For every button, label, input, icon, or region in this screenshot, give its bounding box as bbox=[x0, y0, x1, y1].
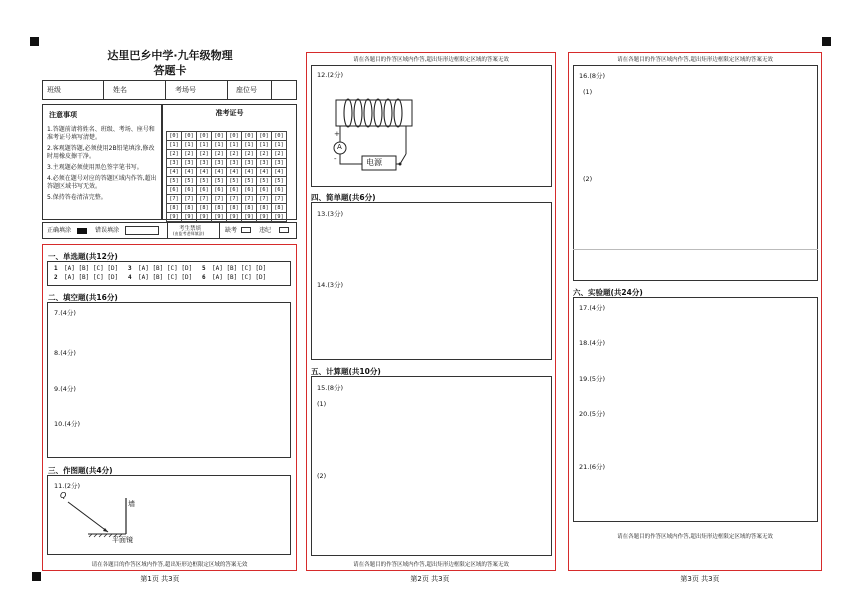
admission-digit-bubble[interactable]: [7] bbox=[197, 195, 212, 204]
mc-question-number: 3 bbox=[128, 265, 132, 272]
missing-label: 缺考 bbox=[225, 227, 238, 234]
mc-options[interactable]: [A] [B] [C] [D] bbox=[138, 265, 193, 272]
short-answer-box[interactable] bbox=[311, 202, 552, 360]
admission-digit-bubble[interactable]: [4] bbox=[212, 168, 227, 177]
name-label: 姓名 bbox=[113, 86, 127, 94]
admission-digit-bubble[interactable]: [1] bbox=[272, 141, 287, 150]
admission-digit-bubble[interactable]: [3] bbox=[242, 159, 257, 168]
admission-digit-bubble[interactable]: [8] bbox=[272, 204, 287, 213]
mc-options[interactable]: [A] [B] [C] [D] bbox=[138, 274, 193, 281]
notes-title: 注意事项 bbox=[49, 111, 77, 119]
note-item: 4.必须在题号对应的答题区域内作答,超出答题区域书写无效。 bbox=[47, 175, 157, 190]
admission-digit-bubble[interactable]: [7] bbox=[227, 195, 242, 204]
q11-wall-label: 墙 bbox=[128, 500, 135, 508]
admission-digit-bubble[interactable]: [6] bbox=[182, 186, 197, 195]
page1-label: 第1页 共3页 bbox=[140, 575, 180, 583]
admission-title: 准考证号 bbox=[215, 109, 244, 117]
admission-digit-bubble[interactable]: [3] bbox=[197, 159, 212, 168]
q11-label: 11.(2分) bbox=[54, 482, 81, 490]
admission-digit-bubble[interactable]: [1] bbox=[167, 141, 182, 150]
q15-label: 15.(8分) bbox=[317, 384, 344, 392]
q9-label: 9.(4分) bbox=[54, 385, 76, 393]
q11-point-label: Q bbox=[60, 491, 67, 500]
page2-top-warning: 请在各题目的作答区域内作答,超出矩形边框限定区域的答案无效 bbox=[353, 57, 509, 63]
ammeter-label: A bbox=[337, 143, 342, 151]
admission-digit-bubble[interactable]: [4] bbox=[227, 168, 242, 177]
admission-digit-bubble[interactable]: [0] bbox=[227, 132, 242, 141]
mc-options[interactable]: [A] [B] [C] [D] bbox=[212, 274, 267, 281]
q15-part1: (1) bbox=[317, 400, 327, 408]
registration-mark-top-right bbox=[822, 37, 831, 46]
q16-part1: (1) bbox=[583, 88, 593, 96]
admission-digit-bubble[interactable]: [3] bbox=[272, 159, 287, 168]
section3-title: 三、作图题(共4分) bbox=[48, 466, 113, 475]
mc-options[interactable]: [A] [B] [C] [D] bbox=[64, 265, 119, 272]
correct-fill-label: 正确填涂 bbox=[47, 227, 72, 234]
admission-digit-bubble[interactable]: [5] bbox=[257, 177, 272, 186]
mc-question-number: 4 bbox=[128, 274, 132, 281]
absent-label: 考生禁填 bbox=[179, 226, 202, 232]
admission-digit-bubble[interactable]: [6] bbox=[227, 186, 242, 195]
q14-label: 14.(3分) bbox=[317, 281, 344, 289]
admission-number-box bbox=[162, 104, 297, 220]
admission-digit-bubble[interactable]: [7] bbox=[257, 195, 272, 204]
admission-digit-bubble[interactable]: [1] bbox=[197, 141, 212, 150]
admission-digit-bubble[interactable]: [2] bbox=[212, 150, 227, 159]
admission-digit-bubble[interactable]: [9] bbox=[182, 213, 197, 222]
admission-digit-bubble[interactable]: [6] bbox=[242, 186, 257, 195]
admission-digit-bubble[interactable]: [7] bbox=[167, 195, 182, 204]
mc-question-number: 5 bbox=[202, 265, 206, 272]
admission-digit-bubble[interactable]: [6] bbox=[212, 186, 227, 195]
admission-digit-bubble[interactable]: [8] bbox=[212, 204, 227, 213]
card-title: 答题卡 bbox=[153, 64, 187, 77]
admission-digit-bubble[interactable]: [1] bbox=[242, 141, 257, 150]
admission-digit-bubble[interactable]: [1] bbox=[227, 141, 242, 150]
page3-label: 第3页 共3页 bbox=[680, 575, 720, 583]
q18-label: 18.(4分) bbox=[579, 339, 606, 347]
seat-label: 座位号 bbox=[236, 86, 257, 94]
mc-question-number: 2 bbox=[54, 274, 58, 281]
q16-label: 16.(8分) bbox=[579, 72, 606, 80]
admission-digit-bubble[interactable]: [9] bbox=[197, 213, 212, 222]
admission-digit-bubble[interactable]: [0] bbox=[212, 132, 227, 141]
q11-mirror-label: 平面镜 bbox=[112, 536, 133, 544]
admission-digit-bubble[interactable]: [7] bbox=[272, 195, 287, 204]
correct-fill-sample bbox=[77, 228, 87, 234]
q7-label: 7.(4分) bbox=[54, 309, 76, 317]
note-item: 3.主观题必须使用黑色签字笔书写。 bbox=[47, 164, 143, 171]
admission-digit-bubble[interactable]: [6] bbox=[197, 186, 212, 195]
admission-digit-bubble[interactable]: [5] bbox=[227, 177, 242, 186]
mc-row bbox=[54, 274, 284, 281]
admission-digit-bubble[interactable]: [0] bbox=[182, 132, 197, 141]
admission-digit-bubble[interactable]: [9] bbox=[242, 213, 257, 222]
registration-mark-bottom-left bbox=[32, 572, 41, 581]
note-item: 5.保持答卷清洁完整。 bbox=[47, 194, 107, 201]
admission-digit-bubble[interactable]: [8] bbox=[242, 204, 257, 213]
page3-footer-warning: 请在各题目的作答区域内作答,超出矩形边框限定区域的答案无效 bbox=[617, 534, 773, 540]
admission-digit-bubble[interactable]: [0] bbox=[257, 132, 272, 141]
admission-digit-bubble[interactable]: [5] bbox=[242, 177, 257, 186]
class-label: 班级 bbox=[47, 86, 61, 94]
admission-digit-bubble[interactable]: [9] bbox=[227, 213, 242, 222]
section4-title: 四、简单题(共6分) bbox=[311, 193, 376, 202]
violation-label: 违纪 bbox=[259, 227, 272, 234]
info-row bbox=[42, 80, 297, 100]
admission-digit-bubble[interactable]: [4] bbox=[182, 168, 197, 177]
admission-digit-bubble[interactable]: [2] bbox=[227, 150, 242, 159]
absent-sub: (由监考老师填涂) bbox=[173, 231, 205, 236]
admission-digit-bubble[interactable]: [4] bbox=[272, 168, 287, 177]
mc-question-number: 6 bbox=[202, 274, 206, 281]
admission-digit-bubble[interactable]: [6] bbox=[167, 186, 182, 195]
admission-digit-bubble[interactable]: [2] bbox=[197, 150, 212, 159]
admission-digit-bubble[interactable]: [7] bbox=[242, 195, 257, 204]
q21-label: 21.(6分) bbox=[579, 463, 606, 471]
school-title: 达里巴乡中学·九年级物理 bbox=[107, 49, 233, 62]
fill-example-row bbox=[42, 222, 297, 239]
mc-options[interactable]: [A] [B] [C] [D] bbox=[212, 265, 267, 272]
experiment-box[interactable] bbox=[573, 297, 818, 522]
mc-row bbox=[54, 265, 284, 272]
scan-line bbox=[573, 249, 818, 250]
admission-digit-bubble[interactable]: [3] bbox=[257, 159, 272, 168]
violation-box[interactable] bbox=[279, 227, 289, 233]
q12-label: 12.(2分) bbox=[317, 71, 344, 79]
admission-digit-bubble[interactable]: [3] bbox=[167, 159, 182, 168]
admission-digit-bubble[interactable]: [2] bbox=[182, 150, 197, 159]
mc-grid[interactable] bbox=[54, 265, 284, 283]
admission-digit-bubble[interactable]: [2] bbox=[167, 150, 182, 159]
wrong-fill-label: 错误填涂 bbox=[95, 227, 120, 234]
admission-digit-bubble[interactable]: [4] bbox=[242, 168, 257, 177]
admission-digit-bubble[interactable]: [9] bbox=[167, 213, 182, 222]
q19-label: 19.(5分) bbox=[579, 375, 606, 383]
admission-digit-bubble[interactable]: [8] bbox=[197, 204, 212, 213]
wrong-fill-sample bbox=[125, 226, 159, 235]
missing-box[interactable] bbox=[241, 227, 251, 233]
admission-digit-bubble[interactable]: [8] bbox=[182, 204, 197, 213]
admission-digit-bubble[interactable]: [8] bbox=[167, 204, 182, 213]
admission-digit-bubble[interactable]: [4] bbox=[197, 168, 212, 177]
admission-digit-bubble[interactable]: [2] bbox=[257, 150, 272, 159]
notes-box bbox=[42, 104, 162, 220]
admission-digit-bubble[interactable]: [1] bbox=[182, 141, 197, 150]
admission-digit-bubble[interactable]: [1] bbox=[212, 141, 227, 150]
admission-digit-bubble[interactable]: [3] bbox=[182, 159, 197, 168]
section1-title: 一、单选题(共12分) bbox=[48, 252, 118, 261]
admission-digit-bubble[interactable]: [4] bbox=[257, 168, 272, 177]
admission-digit-bubble[interactable]: [7] bbox=[212, 195, 227, 204]
admission-digit-bubble[interactable]: [7] bbox=[182, 195, 197, 204]
q17-label: 17.(4分) bbox=[579, 304, 606, 312]
section5-title: 五、计算题(共10分) bbox=[311, 367, 381, 376]
admission-digit-bubble[interactable]: [2] bbox=[242, 150, 257, 159]
admission-digit-bubble[interactable]: [9] bbox=[212, 213, 227, 222]
page1-footer-warning: 请在各题目的作答区域内作答,超出矩形边框限定区域的答案无效 bbox=[91, 562, 248, 568]
admission-digit-bubble[interactable]: [4] bbox=[167, 168, 182, 177]
admission-digit-bubble[interactable]: [0] bbox=[197, 132, 212, 141]
admission-digit-bubble[interactable]: [0] bbox=[167, 132, 182, 141]
admission-digit-bubble[interactable]: [3] bbox=[227, 159, 242, 168]
admission-digit-bubble[interactable]: [5] bbox=[197, 177, 212, 186]
admission-digit-bubble[interactable]: [3] bbox=[212, 159, 227, 168]
admission-digit-bubble[interactable]: [5] bbox=[182, 177, 197, 186]
admission-digit-bubble[interactable]: [6] bbox=[257, 186, 272, 195]
admission-digit-bubble[interactable]: [8] bbox=[227, 204, 242, 213]
admission-digit-bubble[interactable]: [9] bbox=[257, 213, 272, 222]
svg-text:-: - bbox=[334, 155, 337, 163]
power-source-label: 电源 bbox=[366, 158, 382, 167]
fill-blank-box[interactable] bbox=[47, 302, 291, 458]
q13-label: 13.(3分) bbox=[317, 210, 344, 218]
mc-options[interactable]: [A] [B] [C] [D] bbox=[64, 274, 119, 281]
mc-question-number: 1 bbox=[54, 265, 58, 272]
svg-text:+: + bbox=[334, 130, 340, 138]
page2-label: 第2页 共3页 bbox=[410, 575, 450, 583]
admission-digit-bubble[interactable]: [8] bbox=[257, 204, 272, 213]
calculation-box[interactable] bbox=[311, 376, 552, 556]
q10-label: 10.(4分) bbox=[54, 420, 81, 428]
section2-title: 二、填空题(共16分) bbox=[48, 293, 118, 302]
q15-part2: (2) bbox=[317, 472, 327, 480]
section6-title: 六、实验题(共24分) bbox=[573, 288, 643, 297]
q8-label: 8.(4分) bbox=[54, 349, 76, 357]
admission-digit-bubble[interactable]: [5] bbox=[212, 177, 227, 186]
admission-digit-bubble[interactable]: [2] bbox=[272, 150, 287, 159]
admission-digit-bubble[interactable]: [5] bbox=[272, 177, 287, 186]
admission-digit-bubble[interactable]: [9] bbox=[272, 213, 287, 222]
admission-digit-bubble[interactable]: [0] bbox=[242, 132, 257, 141]
room-label: 考场号 bbox=[175, 86, 196, 94]
admission-digit-bubble[interactable]: [0] bbox=[272, 132, 287, 141]
admission-digit-bubble[interactable]: [5] bbox=[167, 177, 182, 186]
page2-footer-warning: 请在各题目的作答区域内作答,超出矩形边框限定区域的答案无效 bbox=[353, 562, 509, 568]
note-item: 1.答题前请将姓名、班级、考场、座号和准考证号填写清楚。 bbox=[47, 126, 155, 141]
admission-digit-bubble[interactable]: [6] bbox=[272, 186, 287, 195]
note-item: 2.客观题答题,必须使用2B铅笔填涂,修改时用橡皮擦干净。 bbox=[47, 145, 155, 160]
page3-top-warning: 请在各题目的作答区域内作答,超出矩形边框限定区域的答案无效 bbox=[617, 57, 773, 63]
q20-label: 20.(5分) bbox=[579, 410, 606, 418]
registration-mark-top-left bbox=[30, 37, 39, 46]
admission-digit-bubble[interactable]: [1] bbox=[257, 141, 272, 150]
q16-part2: (2) bbox=[583, 175, 593, 183]
admission-grid[interactable] bbox=[166, 131, 287, 222]
